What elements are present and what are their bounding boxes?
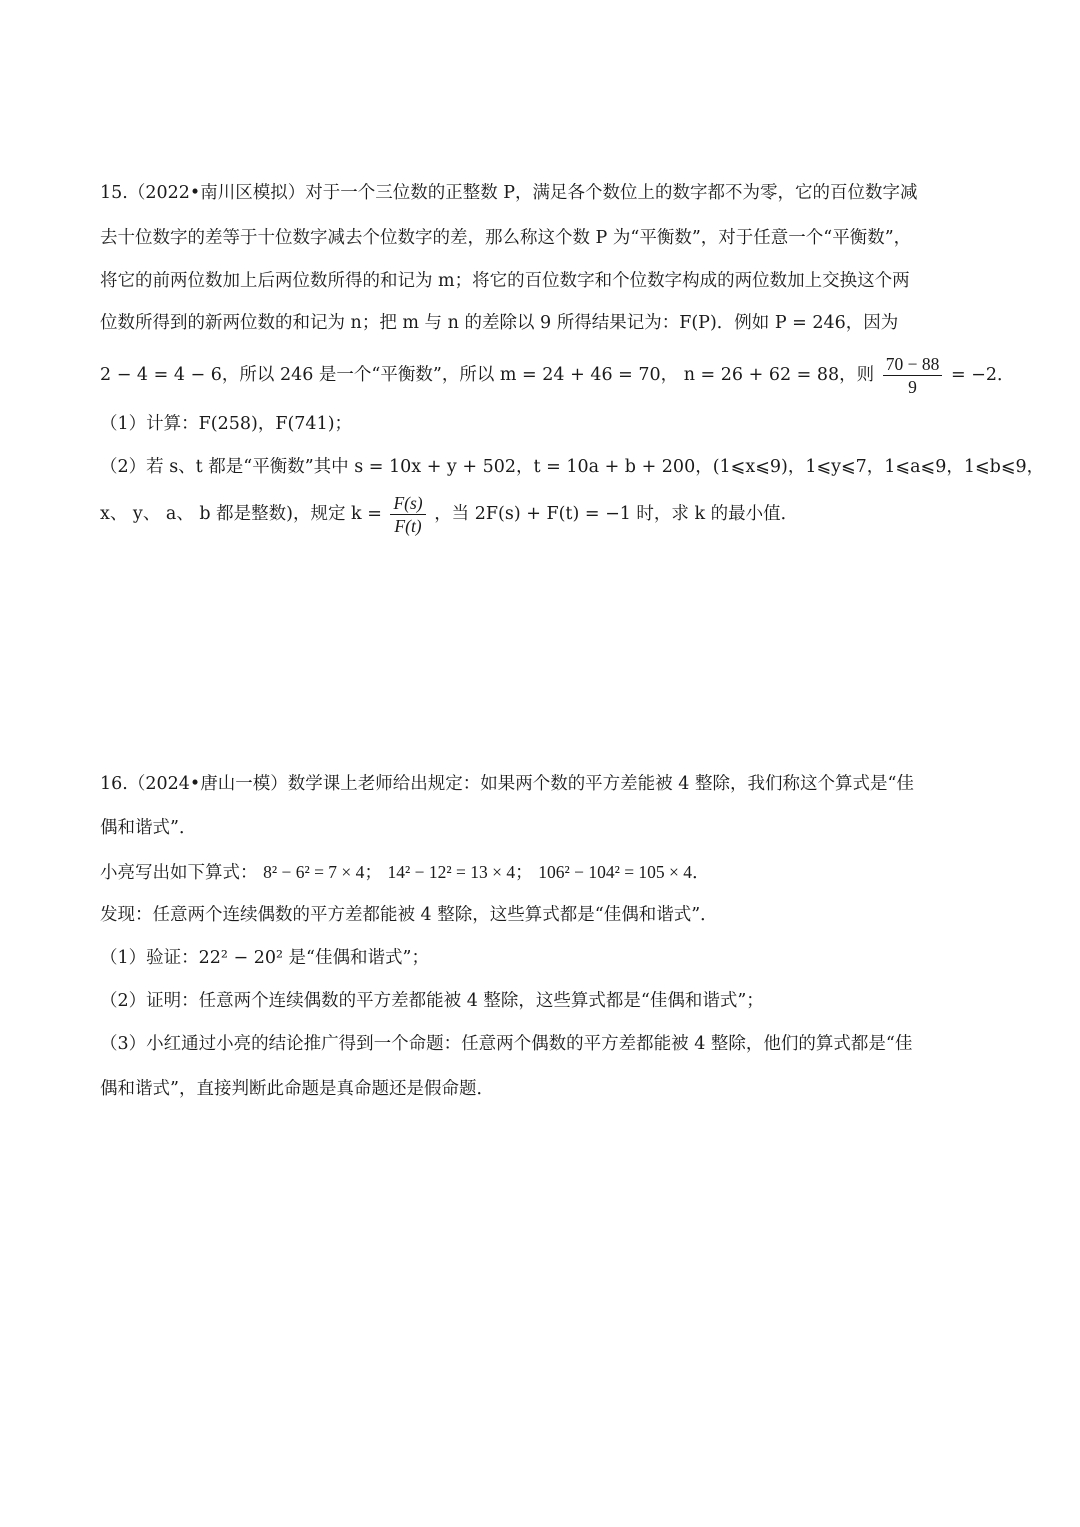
q15-part-2-text: x、 y、 a、 b 都是整数)，规定 k = [100, 504, 382, 524]
q15-part-2-line-1: （2）若 s、t 都是“平衡数”其中 s = 10x + y + 502，t = 10a + b + 200，(1⩽x⩽9)，1⩽y⩽7，1⩽a⩽9，1⩽b⩽9， [100, 457, 1045, 477]
q15-line-4: 位数所得到的新两位数的和记为 n；把 m 与 n 的差除以 9 所得结果记为：F(P)．例如 P = 246，因为 [100, 313, 899, 333]
q16-line-3-suffix: ． [692, 863, 710, 883]
q15-line-2: 去十位数字的差等于十位数字减去个位数字的差，那么称这个数 P 为“平衡数”，对于任意一个“平衡数”， [100, 228, 912, 248]
q16-line-4: 发现：任意两个连续偶数的平方差都能被 4 整除，这些算式都是“佳偶和谐式”． [100, 905, 718, 925]
q15-k-fraction [390, 492, 425, 537]
q15-fraction-denominator: 9 [908, 377, 917, 397]
q15-fraction-numerator: 70 − 88 [883, 353, 943, 376]
q16-line-1: 16.（2024•唐山一模）数学课上老师给出规定：如果两个数的平方差能被 4 整除，我们称这个算式是“佳 [100, 774, 914, 794]
q16-line-2: 偶和谐式”． [100, 818, 197, 838]
q15-part-2-condition: ，当 2F(s) + F(t) = −1 时，求 k 的最小值． [434, 504, 799, 524]
q15-line-5-result: = −2． [950, 365, 1015, 385]
q16-part-3-line-2: 偶和谐式”，直接判断此命题是真命题还是假命题． [100, 1079, 494, 1099]
q15-k-numerator: F(s) [390, 492, 425, 515]
q16-equation-1: 8² − 6² = 7 × 4 [263, 862, 365, 882]
q15-part-1: （1）计算：F(258)，F(741)； [100, 414, 353, 434]
q15-line-5-text: 2 − 4 = 4 − 6，所以 246 是一个“平衡数”，所以 m = 24 + 46 = 70， n = 26 + 62 = 88，则 [100, 365, 875, 385]
q16-part-2: （2）证明：任意两个连续偶数的平方差都能被 4 整除，这些算式都是“佳偶和谐式”； [100, 991, 764, 1011]
q15-line-1: 15.（2022•南川区模拟）对于一个三位数的正整数 P，满足各个数位上的数字都不为零，它的百位数字减 [100, 183, 918, 203]
q16-part-3-line-1: （3）小红通过小亮的结论推广得到一个命题：任意两个偶数的平方差都能被 4 整除，他们的算式都是“佳 [100, 1034, 913, 1054]
q16-part-1: （1）验证：22² − 20² 是“佳偶和谐式”； [100, 948, 429, 968]
q16-line-3-prefix: 小亮写出如下算式： [100, 863, 258, 883]
q15-line-5 [100, 353, 1014, 398]
q16-equation-3: 106² − 104² = 105 × 4 [538, 862, 693, 882]
q15-fraction [883, 353, 943, 398]
q15-line-3: 将它的前两位数加上后两位数所得的和记为 m；将它的百位数字和个位数字构成的两位数加上交换这个两 [100, 271, 910, 291]
q16-equation-2: 14² − 12² = 13 × 4 [387, 862, 516, 882]
q16-line-3: 小亮写出如下算式： 8² − 6² = 7 × 4； 14² − 12² = 13 × 4； 106² − 104² = 105 × 4． [100, 862, 710, 883]
q15-part-2-line-2 [100, 492, 798, 537]
q15-k-denominator: F(t) [394, 516, 422, 536]
